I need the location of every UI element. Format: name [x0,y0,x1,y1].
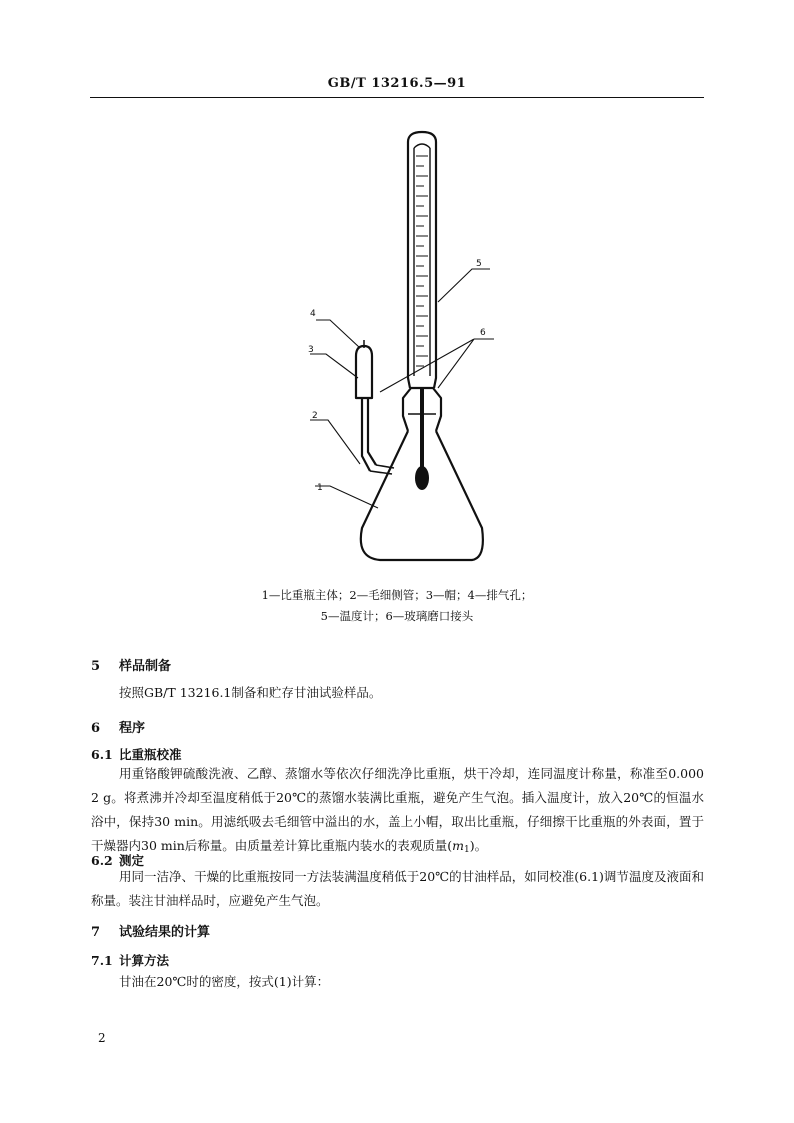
label-5: 5 [476,259,482,269]
figure-caption-line-2: 5—温度计；6—玻璃磨口接头 [320,609,474,623]
pycnometer-diagram [290,126,520,576]
section-6-2-text: 用同一洁净、干燥的比重瓶按同一方法装满温度稍低于20℃的甘油样品，如同校准(6.1)调节温度及液面和称量。装注甘油样品时，应避免产生气泡。 [91,869,704,908]
section-5-heading: 5 样品制备 [91,659,172,674]
thermometer-bulb [415,466,429,490]
header-rule [90,97,704,98]
section-7-heading: 7 试验结果的计算 [91,925,211,940]
section-7-1-text: 甘油在20℃时的密度，按式(1)计算： [119,974,330,989]
section-6-1-heading: 6.1 比重瓶校准 [91,747,182,762]
section-6-heading: 6 程序 [91,721,146,736]
label-3: 3 [308,345,314,355]
thermometer [408,132,436,388]
label-1: 1 [317,483,323,493]
section-5-text: 按照GB/T 13216.1制备和贮存甘油试验样品。 [119,685,382,700]
section-7-1-heading: 7.1 计算方法 [91,953,170,968]
cap [356,346,372,398]
section-6-2-heading: 6.2 测定 [91,853,145,868]
figure-caption-line-1: 1—比重瓶主体；2—毛细侧管；3—帽；4—排气孔； [261,588,533,602]
page-number: 2 [98,1031,106,1045]
label-4: 4 [310,309,316,319]
document-header: GB/T 13216.5—91 [327,76,467,91]
capillary-tube [362,398,376,471]
label-6: 6 [480,328,486,338]
label-2: 2 [312,411,318,421]
section-6-1-text: 用重铬酸钾硫酸洗液、乙醇、蒸馏水等依次仔细洗净比重瓶，烘干冷却，连同温度计称量，称准至0.000 2 g。将煮沸并冷却至温度稍低于20℃的蒸馏水装满比重瓶，避免产生气泡。插入温度计，放入20℃的恒温水浴中，保持30 min。用滤纸吸去毛细管中溢出的水，盖上小帽，取出比重瓶，仔细擦干比重瓶的外表面，置于干燥器内30 min后称量。由质量差计算比重瓶内装水的表观质量$(m_1)$。 [91,766,704,855]
